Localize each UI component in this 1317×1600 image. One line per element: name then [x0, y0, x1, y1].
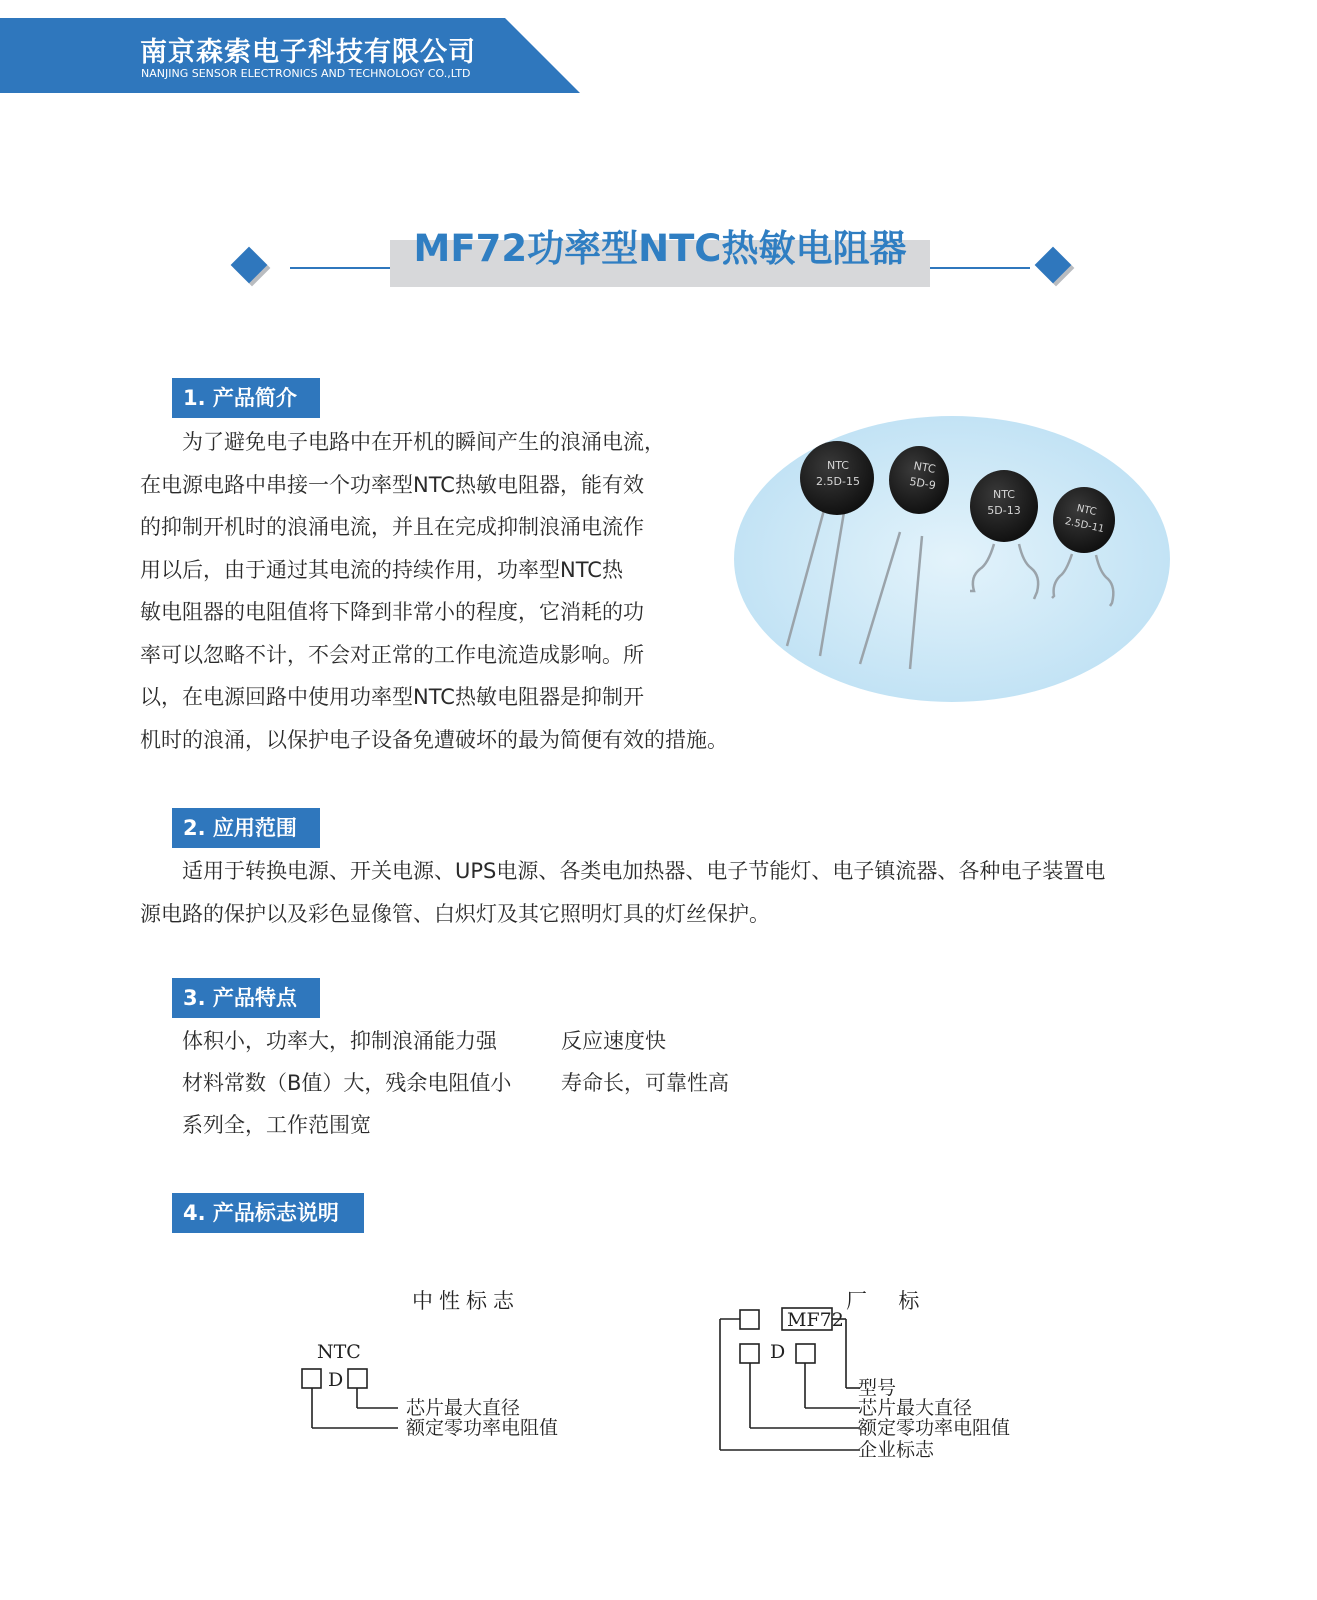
- section-heading-applications: 2. 应用范围: [172, 808, 320, 848]
- applications-line: 源电路的保护以及彩色显像管、白炽灯及其它照明灯具的灯丝保护。: [140, 901, 770, 926]
- intro-line: 机时的浪涌，以保护电子设备免遭破坏的最为简便有效的措施。: [140, 727, 728, 752]
- callout-text: 型号: [858, 1377, 897, 1399]
- disk-label: 2.5D-15: [816, 475, 860, 488]
- brand-model-text: MF72: [787, 1309, 844, 1331]
- feature-item: 系列全，工作范围宽: [182, 1113, 371, 1137]
- company-name-cn: 南京森索电子科技有限公司: [140, 37, 476, 68]
- disk-label: NTC: [1075, 503, 1098, 519]
- applications-line: 适用于转换电源、开关电源、UPS电源、各类电加热器、电子节能灯、电子镇流器、各种电子装置电: [182, 859, 1106, 883]
- feature-item: 寿命长，可靠性高: [561, 1071, 729, 1095]
- neutral-mark-label: 中性标志: [412, 1289, 520, 1313]
- feature-item: 材料常数（B值）大，残余电阻值小: [182, 1071, 512, 1095]
- section-heading-intro: 1. 产品简介: [172, 378, 320, 418]
- disk-label: NTC: [827, 459, 849, 472]
- disk-label: 2.5D-11: [1063, 516, 1106, 536]
- callout-text: 额定零功率电阻值: [406, 1417, 559, 1439]
- section-heading-features: 3. 产品特点: [172, 978, 320, 1018]
- marking-diagram: [290, 1300, 1090, 1520]
- feature-item: 体积小，功率大，抑制浪涌能力强: [182, 1029, 497, 1053]
- callout-text: 芯片最大直径: [406, 1397, 521, 1419]
- disk-label: NTC: [912, 459, 937, 476]
- ntc-disk: [889, 446, 949, 514]
- company-name-en: NANJING SENSOR ELECTRONICS AND TECHNOLOGY CO.,LTD: [141, 67, 471, 80]
- feature-item: 反应速度快: [561, 1029, 666, 1053]
- intro-line: 的抑制开机时的浪涌电流，并且在完成抑制浪涌电流作: [140, 515, 644, 539]
- intro-line: 用以后，由于通过其电流的持续作用，功率型NTC热: [140, 557, 623, 582]
- ntc-disk: [1053, 487, 1115, 553]
- page-title: MF72功率型NTC热敏电阻器: [413, 227, 907, 270]
- brand-mark-label: 厂 标: [846, 1289, 926, 1313]
- section-heading-marking: 4. 产品标志说明: [172, 1193, 364, 1233]
- ntc-disk: [970, 470, 1038, 542]
- callout-text: 企业标志: [858, 1439, 935, 1461]
- intro-line: 率可以忽略不计，不会对正常的工作电流造成影响。所: [140, 642, 644, 667]
- ntc-disk: [800, 441, 874, 515]
- callout-text: 芯片最大直径: [858, 1397, 973, 1419]
- callout-text: 额定零功率电阻值: [858, 1417, 1011, 1439]
- product-photo: [732, 414, 1172, 704]
- applications-paragraph: [140, 850, 1105, 935]
- intro-paragraph: [140, 421, 728, 761]
- disk-label: NTC: [993, 488, 1015, 501]
- neutral-prefix-text: NTC: [317, 1341, 361, 1363]
- intro-line: 在电源电路中串接一个功率型NTC热敏电阻器，能有效: [140, 472, 644, 497]
- disk-label: 5D-9: [908, 474, 937, 493]
- intro-line: 敏电阻器的电阻值将下降到非常小的程度，它消耗的功: [140, 600, 644, 624]
- neutral-sep-text: D: [328, 1369, 344, 1391]
- brand-sep-text: D: [770, 1341, 786, 1363]
- intro-line: 为了避免电子电路中在开机的瞬间产生的浪涌电流，: [182, 430, 665, 454]
- disk-label: 5D-13: [987, 504, 1021, 517]
- intro-line: 以，在电源回路中使用功率型NTC热敏电阻器是抑制开: [140, 685, 644, 709]
